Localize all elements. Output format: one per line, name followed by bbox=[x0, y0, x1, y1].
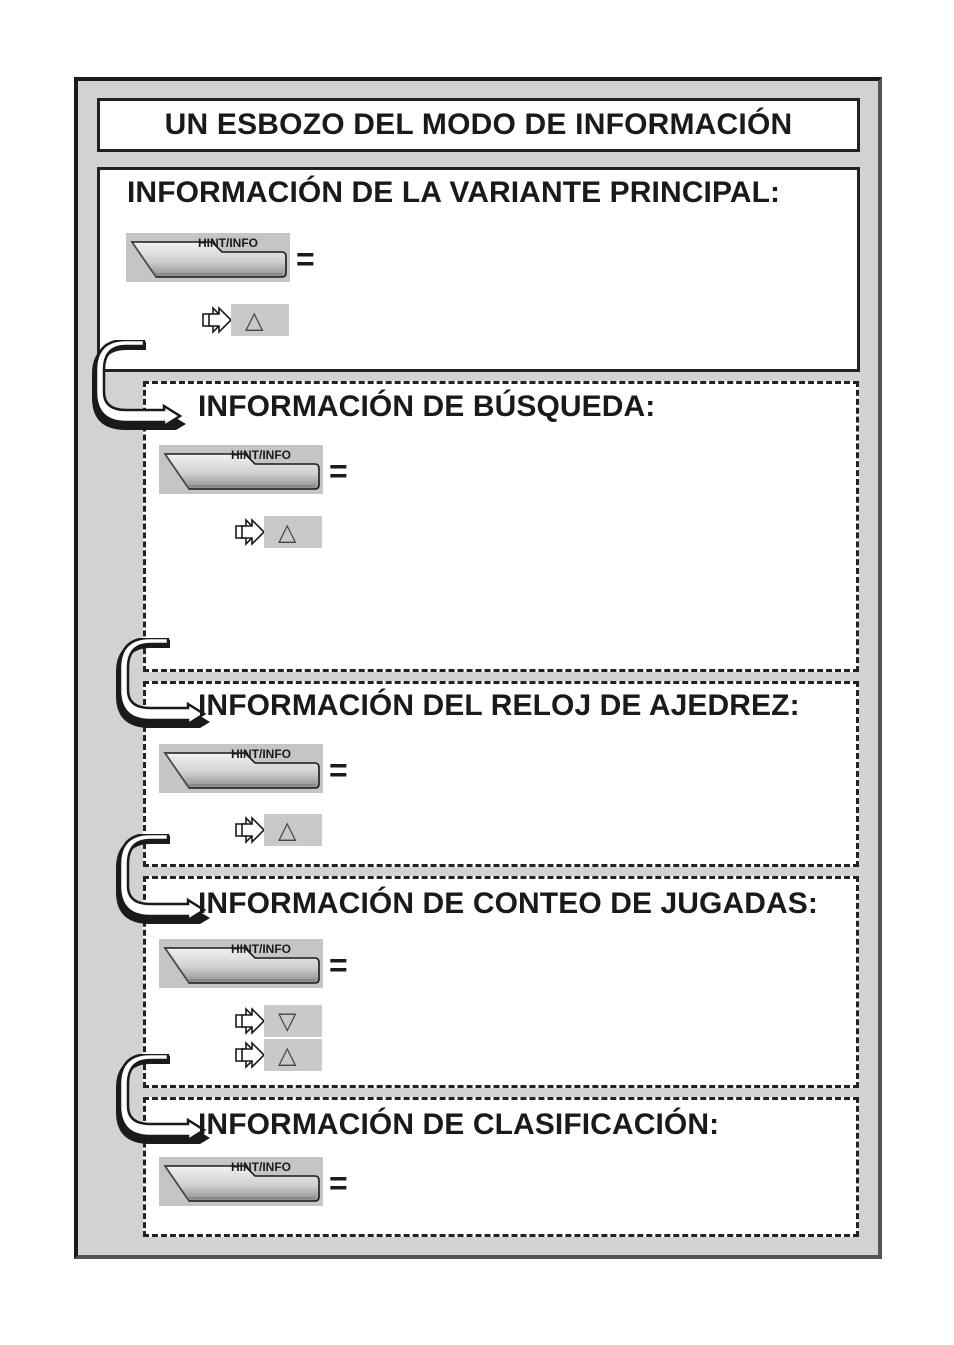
up-arrow-key[interactable] bbox=[199, 304, 291, 336]
up-arrow-key[interactable] bbox=[232, 1039, 324, 1071]
hint-info-button[interactable] bbox=[159, 939, 323, 988]
equals-sign: = bbox=[329, 947, 348, 983]
hint-info-label: HINT/INFO bbox=[231, 942, 291, 956]
hint-info-button[interactable] bbox=[126, 233, 290, 282]
section-heading-chess-clock: INFORMACIÓN DEL RELOJ DE AJEDREZ: bbox=[198, 689, 800, 722]
up-arrow-icon: △ bbox=[245, 307, 264, 334]
section-heading-main-variation: INFORMACIÓN DE LA VARIANTE PRINCIPAL: bbox=[127, 176, 781, 209]
section-heading-search: INFORMACIÓN DE BÚSQUEDA: bbox=[198, 390, 656, 423]
equals-sign: = bbox=[329, 453, 348, 489]
up-arrow-key[interactable] bbox=[232, 516, 324, 548]
hint-info-label: HINT/INFO bbox=[198, 236, 258, 250]
up-arrow-icon: △ bbox=[278, 1042, 297, 1069]
hint-info-button[interactable] bbox=[159, 1157, 323, 1206]
equals-sign: = bbox=[329, 752, 348, 788]
equals-sign: = bbox=[329, 1165, 348, 1201]
up-arrow-icon: △ bbox=[278, 519, 297, 546]
down-arrow-key[interactable] bbox=[232, 1005, 324, 1037]
flow-bracket-icon bbox=[88, 340, 198, 430]
equals-sign: = bbox=[296, 241, 315, 277]
section-heading-rating: INFORMACIÓN DE CLASIFICACIÓN: bbox=[198, 1108, 720, 1141]
hint-info-label: HINT/INFO bbox=[231, 1160, 291, 1174]
section-heading-move-count: INFORMACIÓN DE CONTEO DE JUGADAS: bbox=[198, 887, 818, 920]
down-arrow-icon: ▽ bbox=[278, 1008, 297, 1035]
up-arrow-key[interactable] bbox=[232, 814, 324, 846]
up-arrow-icon: △ bbox=[278, 817, 297, 844]
hint-info-button[interactable] bbox=[159, 744, 323, 793]
hint-info-label: HINT/INFO bbox=[231, 747, 291, 761]
title-box bbox=[97, 98, 860, 152]
hint-info-button[interactable] bbox=[159, 445, 323, 494]
hint-info-label: HINT/INFO bbox=[231, 448, 291, 462]
page-title: UN ESBOZO DEL MODO DE INFORMACIÓN bbox=[164, 108, 793, 141]
